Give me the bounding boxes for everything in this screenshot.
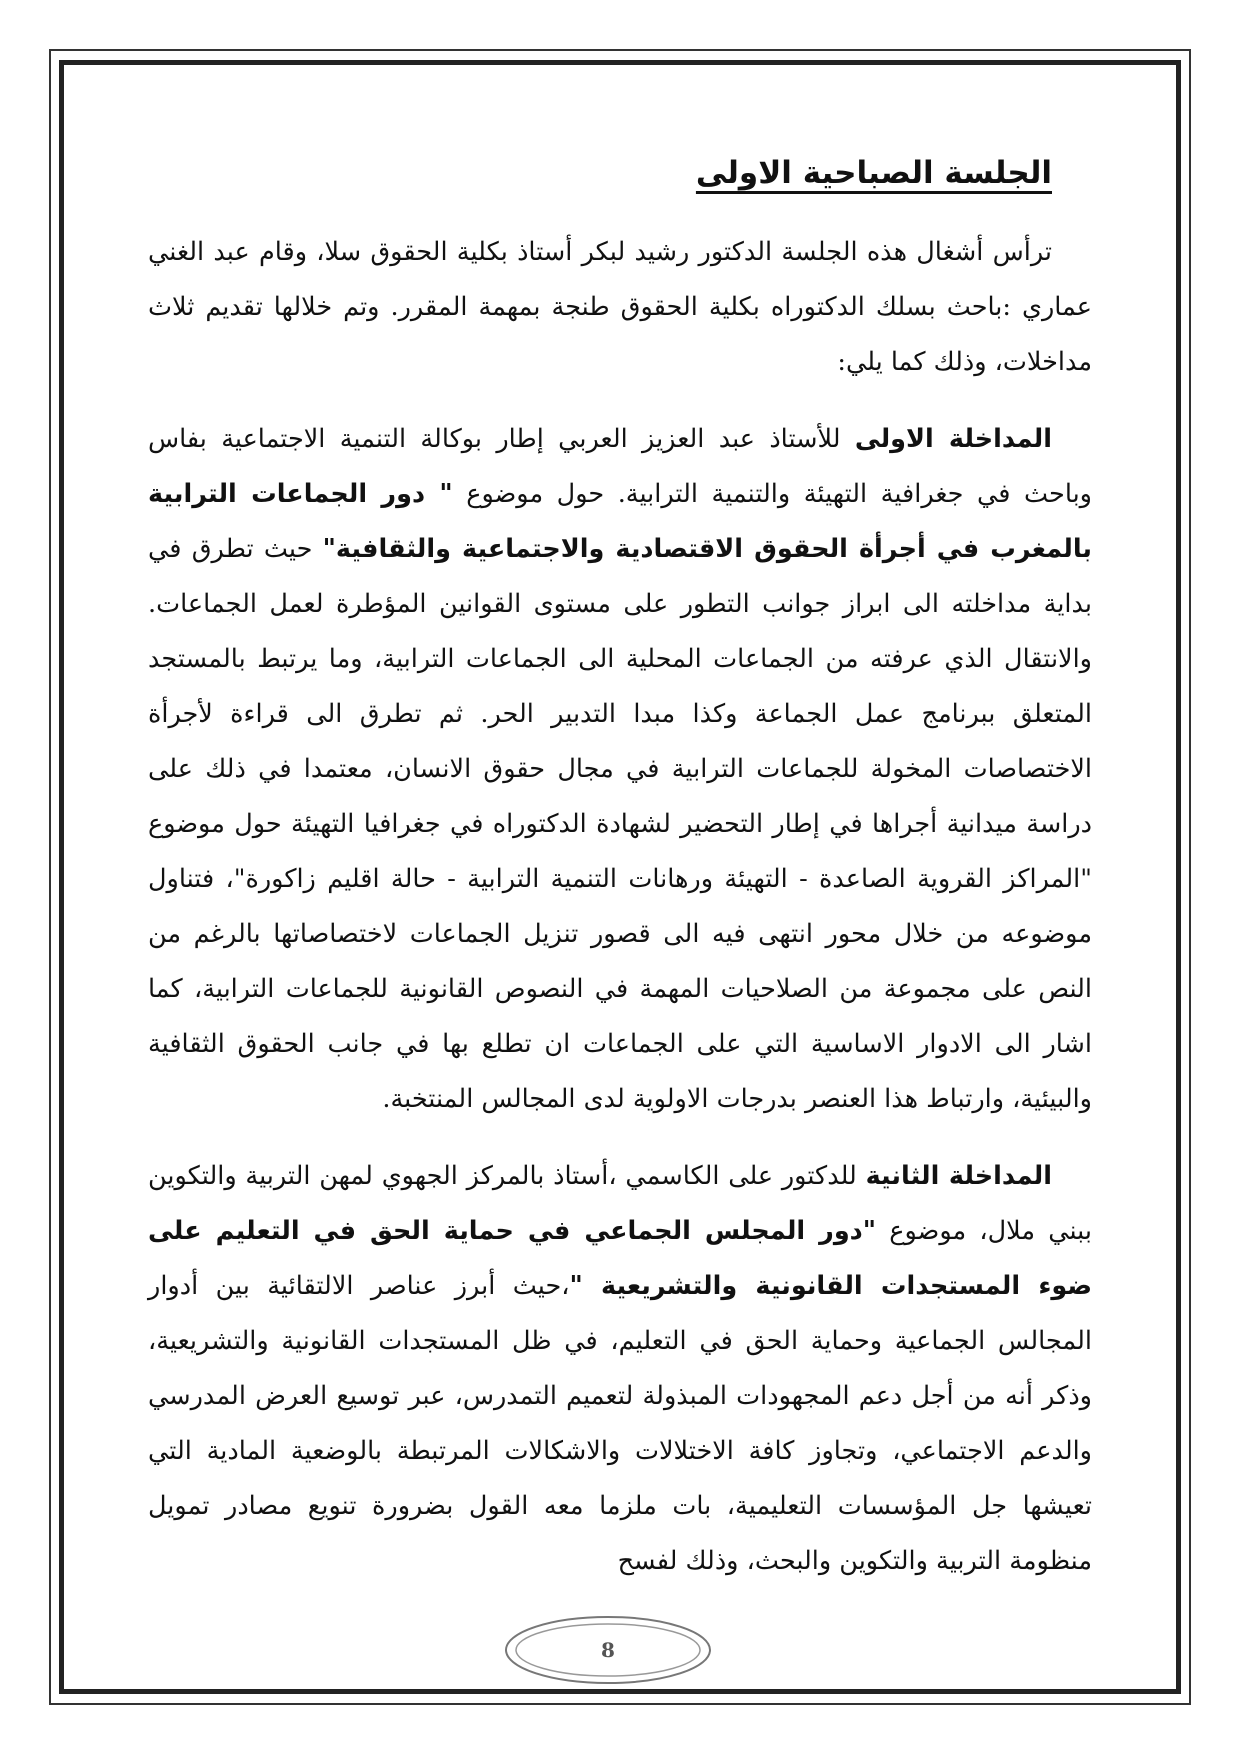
- talk2-topic: "دور المجلس الجماعي في حماية الحق في التعليم على ضوء المستجدات القانونية والتشريعية ": [148, 1216, 1093, 1302]
- talk1-topic: " دور الجماعات الترابية بالمغرب في أجرأة الحقوق الاقتصادية والاجتماعية والثقافية": [148, 479, 1092, 565]
- talk1-text-a: للأستاذ عبد العزيز العربي إطار بوكالة التنمية الاجتماعية بفاس وباحث في جغرافية التهيئة والتنمية الترابية. حول موضوع: [148, 424, 1092, 510]
- talk2-label: المداخلة الثانية: [865, 1161, 1052, 1192]
- talk2-text-b: ،حيث أبرز عناصر الالتقائية بين أدوار المجالس الجماعية وحماية الحق في التعليم، في ظل المستجدات القانونية والتشريعية، وذكر أنه من أجل دعم المجهودات المبذولة لتعميم التمدرس، عبر توسيع العرض المدرسي والدعم الاجتماعي، وتجاوز كافة الاختلالات والاشكالات المرتبطة بالوضعية المادية التي تعيشها جل المؤسسات التعليمية، بات ملزما معه القول بضرورة تنويع مصادر تمويل منظومة التربية والتكوين والبحث، وذلك لفسح: [148, 1271, 1092, 1577]
- talk2-text-a: للدكتور على الكاسمي ،أستاذ بالمركز الجهوي لمهن التربية والتكوين ببني ملال، موضوع: [148, 1161, 1092, 1247]
- intro-paragraph: [148, 225, 1092, 390]
- page-number-badge: [502, 1613, 714, 1687]
- talk1-label: المداخلة الاولى: [854, 424, 1052, 455]
- document-body: [148, 140, 1092, 1611]
- talk1-paragraph: [148, 412, 1092, 1127]
- intro-text: ترأس أشغال هذه الجلسة الدكتور رشيد لبكر أستاذ بكلية الحقوق سلا، وقام عبد الغني عماري :باحث بسلك الدكتوراه بكلية الحقوق طنجة بمهمة المقرر. وتم خلالها تقديم ثلاث مداخلات، وذلك كما يلي:: [148, 237, 1092, 378]
- page-number: 8: [601, 1638, 615, 1662]
- talk1-text-b: حيث تطرق في بداية مداخلته الى ابراز جوانب التطور على مستوى القوانين المؤطرة لعمل الجماعات. والانتقال الذي عرفته من الجماعات المحلية الى الجماعات الترابية، وما يرتبط بالمستجد المتعلق ببرنامج عمل الجماعة وكذا مبدا التدبير الحر. ثم تطرق الى قراءة لأجرأة الاختصاصات المخولة للجماعات الترابية في مجال حقوق الانسان، معتمدا في ذلك على دراسة ميدانية أجراها في إطار التحضير لشهادة الدكتوراه في جغرافيا التهيئة حول موضوع "المراكز القروية الصاعدة - التهيئة ورهانات التنمية الترابية - حالة اقليم زاكورة"، فتناول موضوعه من خلال محور انتهى فيه الى قصور تنزيل الجماعات لاختصاصاتها بالرغم من النص على مجموعة من الصلاحيات المهمة في النصوص القانونية للجماعات الترابية، كما اشار الى الادوار الاساسية التي على الجماعات ان تطلع بها في جانب الحقوق الثقافية والبيئية، وارتباط هذا العنصر بدرجات الاولوية لدى المجالس المنتخبة.: [148, 534, 1092, 1115]
- talk2-paragraph: [148, 1149, 1092, 1589]
- page-title: الجلسة الصباحية الاولى: [695, 155, 1052, 191]
